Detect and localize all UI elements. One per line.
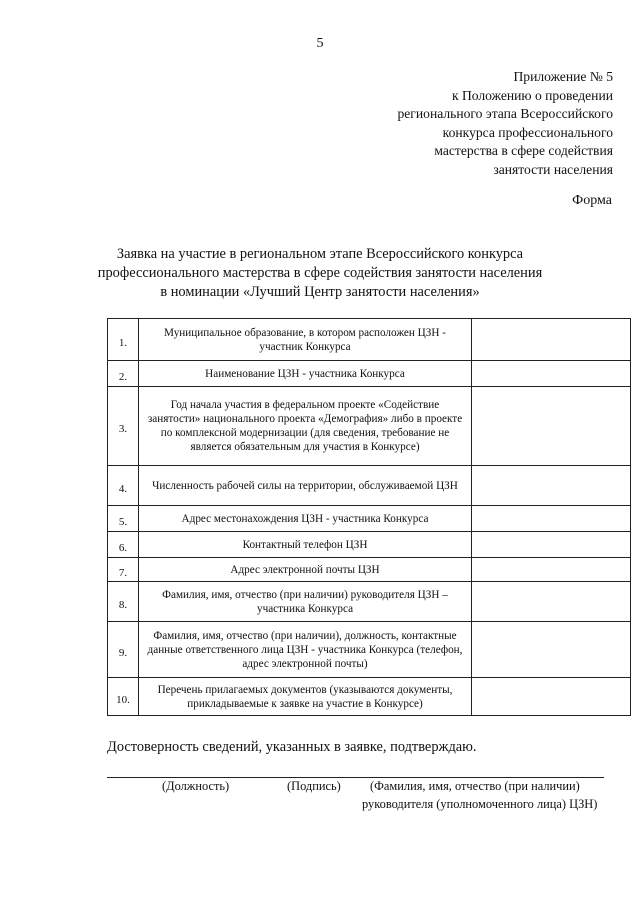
- table-row: [108, 319, 631, 361]
- title-line: в номинации «Лучший Центр занятости населения»: [160, 284, 480, 300]
- table-row: [108, 506, 631, 532]
- row-value-field[interactable]: [472, 558, 631, 582]
- table-row: [108, 622, 631, 678]
- document-title: [0, 245, 640, 302]
- table-row: [108, 532, 631, 558]
- row-value-field[interactable]: [472, 361, 631, 387]
- row-label: Фамилия, имя, отчество (при наличии), должность, контактные данные ответственного лица ЦЗН - участника Конкурса (телефон, адрес электронной почты): [139, 622, 472, 678]
- row-number: 1.: [108, 319, 139, 361]
- application-form-table: [107, 318, 631, 716]
- appendix-header: [283, 68, 613, 179]
- row-number: 2.: [108, 361, 139, 387]
- row-number: 4.: [108, 466, 139, 506]
- row-label: Контактный телефон ЦЗН: [139, 532, 472, 558]
- appendix-line: занятости населения: [493, 161, 613, 177]
- signature-caption: (Подпись): [287, 779, 341, 793]
- row-label: Год начала участия в федеральном проекте «Содействие занятости» национального проекта «Демография» либо в проекте по комплексной модернизации (для сведения, требование не является обязательным для участия в Конкурсе): [139, 387, 472, 466]
- name-caption-continued: руководителя (уполномоченного лица) ЦЗН): [362, 797, 598, 811]
- row-label: Адрес местонахождения ЦЗН - участника Конкурса: [139, 506, 472, 532]
- row-label: Перечень прилагаемых документов (указываются документы, прикладываемые к заявке на участие в Конкурсе): [139, 678, 472, 716]
- row-number: 5.: [108, 506, 139, 532]
- row-label: Численность рабочей силы на территории, обслуживаемой ЦЗН: [139, 466, 472, 506]
- confirmation-statement: Достоверность сведений, указанных в заявке, подтверждаю.: [107, 739, 477, 755]
- row-value-field[interactable]: [472, 678, 631, 716]
- signature-line: [107, 777, 604, 778]
- appendix-line: мастерства в сфере содействия: [434, 143, 613, 158]
- row-number: 7.: [108, 558, 139, 582]
- table-row: [108, 387, 631, 466]
- form-label: Форма: [572, 193, 612, 208]
- table-row: [108, 466, 631, 506]
- name-caption: (Фамилия, имя, отчество (при наличии): [370, 779, 580, 793]
- table-row: [108, 582, 631, 622]
- row-number: 8.: [108, 582, 139, 622]
- position-caption: (Должность): [162, 779, 230, 793]
- row-number: 10.: [108, 678, 139, 716]
- row-value-field[interactable]: [472, 319, 631, 361]
- row-number: 6.: [108, 532, 139, 558]
- appendix-line: Приложение № 5: [513, 69, 613, 84]
- table-row: [108, 361, 631, 387]
- appendix-line: регионального этапа Всероссийского: [397, 106, 613, 121]
- row-value-field[interactable]: [472, 582, 631, 622]
- title-line: Заявка на участие в региональном этапе Всероссийского конкурса: [116, 246, 524, 262]
- table-row: [108, 678, 631, 716]
- row-label: Наименование ЦЗН - участника Конкурса: [139, 361, 472, 387]
- row-value-field[interactable]: [472, 466, 631, 506]
- row-value-field[interactable]: [472, 532, 631, 558]
- row-value-field[interactable]: [472, 387, 631, 466]
- row-value-field[interactable]: [472, 506, 631, 532]
- row-value-field[interactable]: [472, 622, 631, 678]
- appendix-line: к Положению о проведении: [451, 87, 613, 103]
- row-number: 9.: [108, 622, 139, 678]
- table-row: [108, 558, 631, 582]
- row-label: Фамилия, имя, отчество (при наличии) руководителя ЦЗН – участника Конкурса: [139, 582, 472, 622]
- title-line: профессионального мастерства в сфере содействия занятости населения: [97, 265, 543, 281]
- page-number: 5: [316, 36, 324, 51]
- row-label: Адрес электронной почты ЦЗН: [139, 558, 472, 582]
- appendix-line: конкурса профессионального: [442, 124, 613, 140]
- row-label: Муниципальное образование, в котором расположен ЦЗН - участник Конкурса: [139, 319, 472, 361]
- row-number: 3.: [108, 387, 139, 466]
